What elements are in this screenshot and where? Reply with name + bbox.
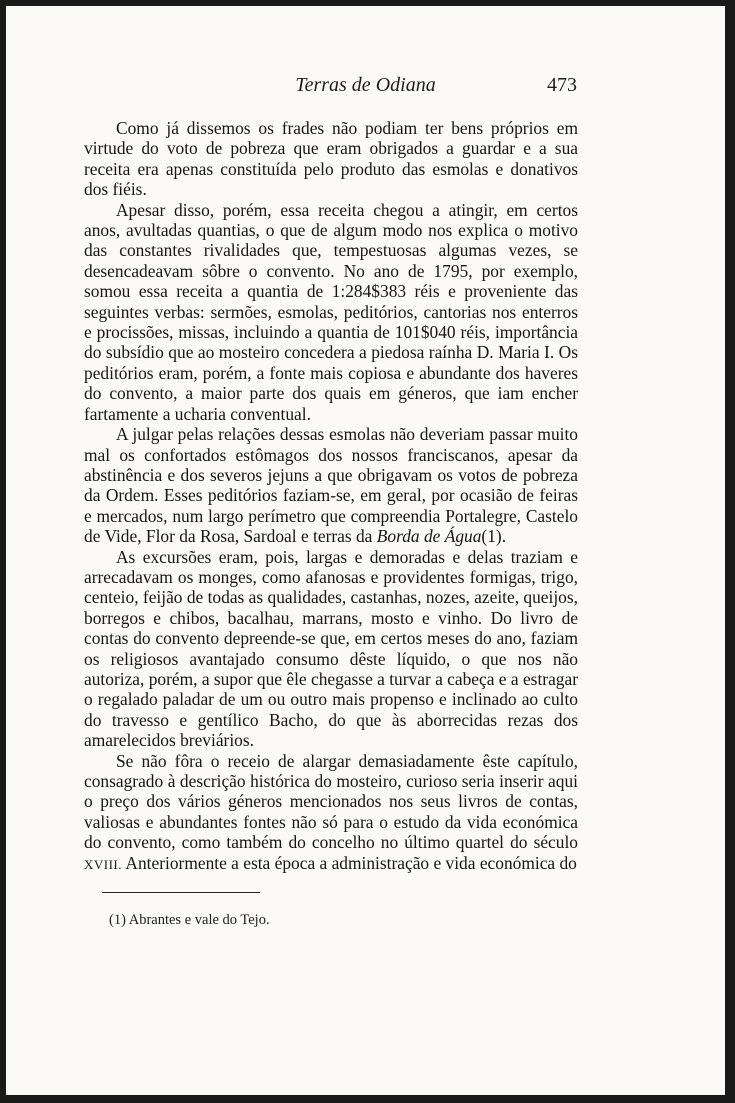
paragraph — [84, 424, 578, 546]
paragraph-text: Se não fôra o receio de alargar demasiadamente êste capítulo, consagrado à descrição histórica do mosteiro, curioso seria inserir aqui o preço dos vários géneros mencionados nos seus livros de contas, valiosas e abundantes fontes não só para o estudo da vida económica do convento, como também do concelho no último quartel do século — [84, 750, 578, 853]
place-name-italic: Borda de Água — [376, 526, 482, 547]
paragraph-text: Apesar disso, porém, essa receita chegou a atingir, em certos anos, avultadas quantias, o que de algum modo nos explica o motivo das constantes rivalidades que, tempestuosas algumas vezes, se desencadeavam sôbre o convento. No ano de 1795, por exemplo, somou essa receita a quantia de 1:284$383 réis e proveniente das seguintes verbas: sermões, esmolas, peditórios, cantorias nos enterros e procissões, missas, incluindo a quantia de 101$040 réis, importância do subsídio que ao mosteiro concedera a piedosa raínha D. Maria I. Os peditórios eram, porém, a fonte mais copiosa e abundante dos haveres do convento, a maior parte dos quais em géneros, que iam encher fartamente a ucharia conventual. — [84, 199, 578, 424]
paragraph: As excursões eram, pois, largas e demoradas e delas traziam e arrecadavam os monges, como afanosas e providentes formigas, trigo, centeio, feijão de todas as qualidades, castanhas, nozes, azeite, queijos, borregos e chibos, bacalhau, marrans, mosto e vinho. Do livro de contas do convento depreende-se que, em certos meses do ano, faziam os religiosos avantajado consumo dêste líquido, o que nos não autoriza, porém, a supor que êle chegasse a turvar a cabeça e a estragar o regalado paladar de um ou outro mais propenso e inclinado ao culto do travesso e gentílico Bacho, do que às aborrecidas rezas dos amarelecidos breviários. — [84, 546, 578, 751]
paragraph — [84, 751, 578, 875]
paragraph-text: Anteriormente a esta época a administração e vida económica do — [125, 852, 577, 873]
footnote-rule — [102, 892, 260, 893]
century-small-caps: XVIII. — [84, 856, 123, 872]
footnote-reference: (1). — [481, 526, 507, 547]
page-header — [6, 74, 725, 100]
paragraph-text: A julgar pelas relações dessas esmolas não deveriam passar muito mal os confortados estômagos dos nossos franciscanos, apesar da abstinência e dos severos jejuns a que obrigavam os votos de pobreza da Ordem. Esses peditórios faziam-se, em geral, por ocasião de feiras e mercados, num largo perímetro que compreendia Portalegre, Castelo de Vide, Flor da Rosa, Sardoal e terras da — [84, 424, 578, 547]
book-page — [6, 6, 725, 1095]
paragraph — [84, 200, 578, 424]
footnote: (1) Abrantes e vale do Tejo. — [109, 912, 270, 928]
running-title: Terras de Odiana — [295, 74, 436, 96]
paragraph: Como já dissemos os frades não podiam ter bens próprios em virtude do voto de pobreza que eram obrigados a guardar e a sua receita era apenas constituída pelo produto das esmolas e donativos dos fiéis. — [84, 118, 578, 200]
body-text — [84, 118, 578, 875]
page-number: 473 — [547, 74, 577, 96]
